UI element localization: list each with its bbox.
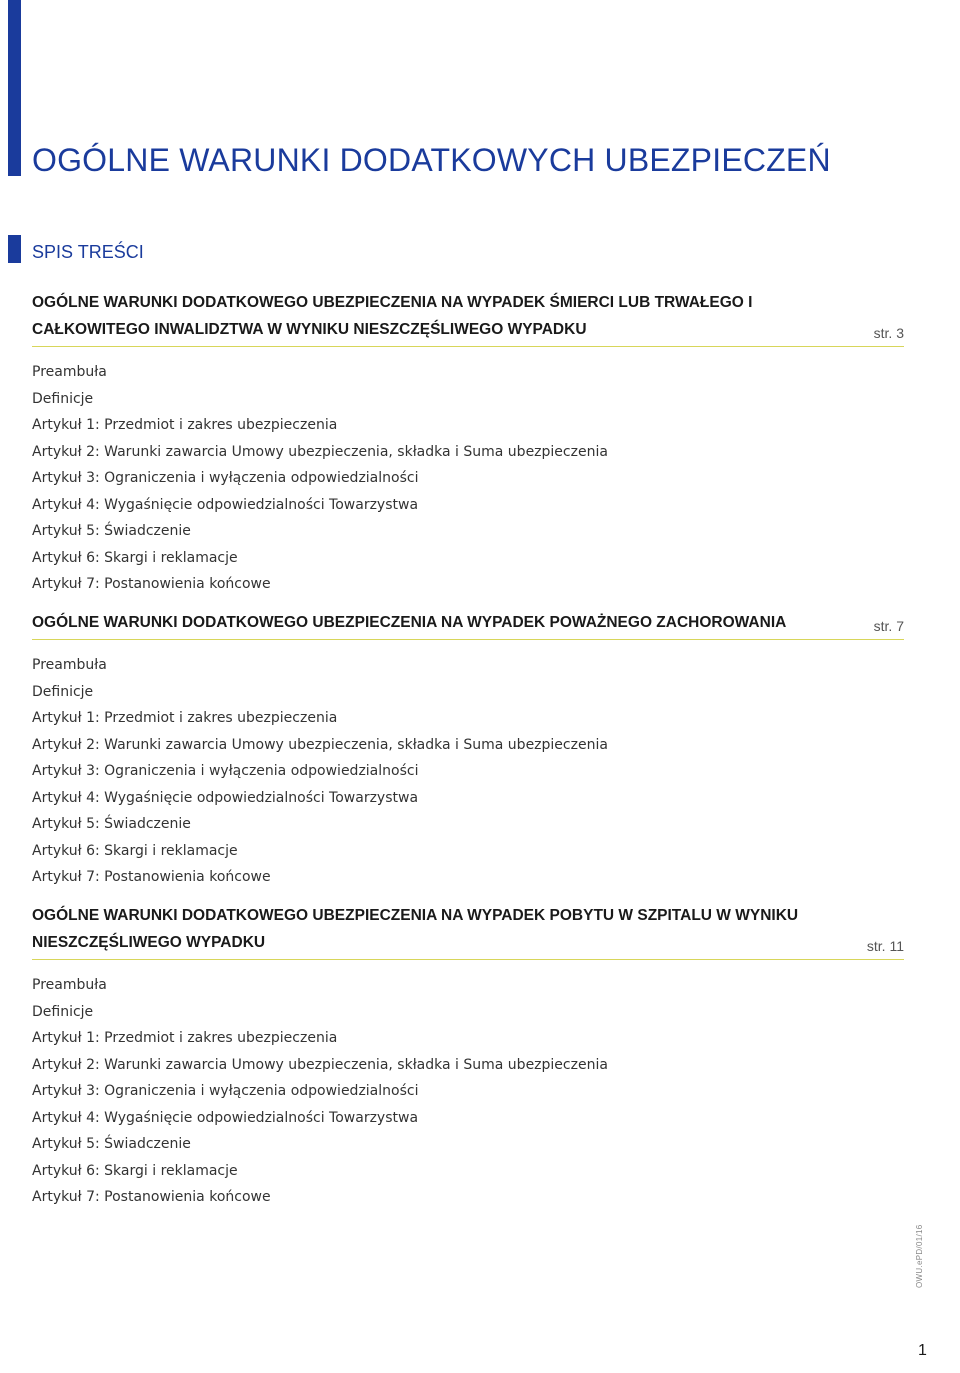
toc-entry[interactable]: Artykuł 1: Przedmiot i zakres ubezpieczenia — [32, 710, 338, 726]
toc-entry[interactable]: Artykuł 7: Postanowienia końcowe — [32, 1189, 271, 1205]
toc-section-items-3 — [32, 972, 608, 1211]
toc-section-header-1[interactable] — [32, 289, 904, 347]
toc-entry[interactable]: Artykuł 3: Ograniczenia i wyłączenia odpowiedzialności — [32, 1083, 419, 1099]
toc-entry[interactable]: Artykuł 6: Skargi i reklamacje — [32, 1162, 238, 1179]
toc-entry[interactable]: Artykuł 7: Postanowienia końcowe — [32, 576, 271, 592]
toc-section-page-ref: str. 3 — [873, 325, 904, 341]
toc-section-items-2 — [32, 652, 608, 891]
toc-entry[interactable]: Artykuł 3: Ograniczenia i wyłączenia odpowiedzialności — [32, 470, 419, 486]
toc-entry[interactable]: Artykuł 4: Wygaśnięcie odpowiedzialności Towarzystwa — [32, 496, 419, 513]
toc-entry[interactable]: Artykuł 2: Warunki zawarcia Umowy ubezpieczenia, składka i Suma ubezpieczenia — [32, 1056, 608, 1073]
toc-accent-square — [8, 235, 21, 263]
toc-entry[interactable]: Definicje — [32, 390, 94, 407]
toc-entry[interactable]: Artykuł 4: Wygaśnięcie odpowiedzialności Towarzystwa — [32, 1109, 419, 1126]
toc-entry[interactable]: Artykuł 7: Postanowienia końcowe — [32, 869, 271, 885]
toc-entry[interactable]: Preambuła — [32, 657, 107, 673]
toc-entry[interactable]: Artykuł 1: Przedmiot i zakres ubezpieczenia — [32, 417, 338, 433]
toc-section-header-3[interactable] — [32, 902, 904, 960]
page-title: OGÓLNE WARUNKI DODATKOWYCH UBEZPIECZEŃ — [32, 142, 831, 178]
document-code: OWU.ePD/01/16 — [915, 1224, 924, 1288]
toc-entry[interactable]: Artykuł 2: Warunki zawarcia Umowy ubezpieczenia, składka i Suma ubezpieczenia — [32, 736, 608, 753]
toc-entry[interactable]: Artykuł 4: Wygaśnięcie odpowiedzialności Towarzystwa — [32, 789, 419, 806]
toc-section-page-ref: str. 11 — [866, 938, 904, 954]
title-accent-bar — [8, 0, 21, 176]
toc-entry[interactable]: Artykuł 3: Ograniczenia i wyłączenia odpowiedzialności — [32, 763, 419, 779]
toc-section-header-2[interactable] — [32, 609, 904, 640]
toc-section-items-1 — [32, 359, 608, 598]
toc-section-title: OGÓLNE WARUNKI DODATKOWEGO UBEZPIECZENIA NA WYPADEK POWAŻNEGO ZACHOROWANIA — [32, 614, 787, 631]
toc-section-page-ref: str. 7 — [873, 618, 904, 634]
toc-entry[interactable]: Artykuł 6: Skargi i reklamacje — [32, 549, 238, 566]
toc-section-title: OGÓLNE WARUNKI DODATKOWEGO UBEZPIECZENIA NA WYPADEK ŚMIERCI LUB TRWAŁEGO I CAŁKOWITEGO INWALIDZTWA W WYNIKU NIESZCZĘŚLIWEGO WYPADKU — [32, 294, 753, 338]
toc-entry[interactable]: Preambuła — [32, 977, 107, 993]
toc-heading: SPIS TREŚCI — [32, 242, 144, 262]
toc-entry[interactable]: Definicje — [32, 683, 94, 700]
toc-entry[interactable]: Artykuł 5: Świadczenie — [32, 816, 191, 832]
toc-section-title: OGÓLNE WARUNKI DODATKOWEGO UBEZPIECZENIA NA WYPADEK POBYTU W SZPITALU W WYNIKU NIESZCZĘŚLIWEGO WYPADKU — [32, 907, 799, 951]
toc-entry[interactable]: Artykuł 5: Świadczenie — [32, 523, 191, 539]
page-number: 1 — [918, 1342, 927, 1359]
toc-entry[interactable]: Artykuł 2: Warunki zawarcia Umowy ubezpieczenia, składka i Suma ubezpieczenia — [32, 443, 608, 460]
toc-entry[interactable]: Preambuła — [32, 364, 107, 380]
toc-entry[interactable]: Artykuł 6: Skargi i reklamacje — [32, 842, 238, 859]
toc-entry[interactable]: Definicje — [32, 1003, 94, 1020]
toc-entry[interactable]: Artykuł 5: Świadczenie — [32, 1136, 191, 1152]
toc-entry[interactable]: Artykuł 1: Przedmiot i zakres ubezpieczenia — [32, 1030, 338, 1046]
